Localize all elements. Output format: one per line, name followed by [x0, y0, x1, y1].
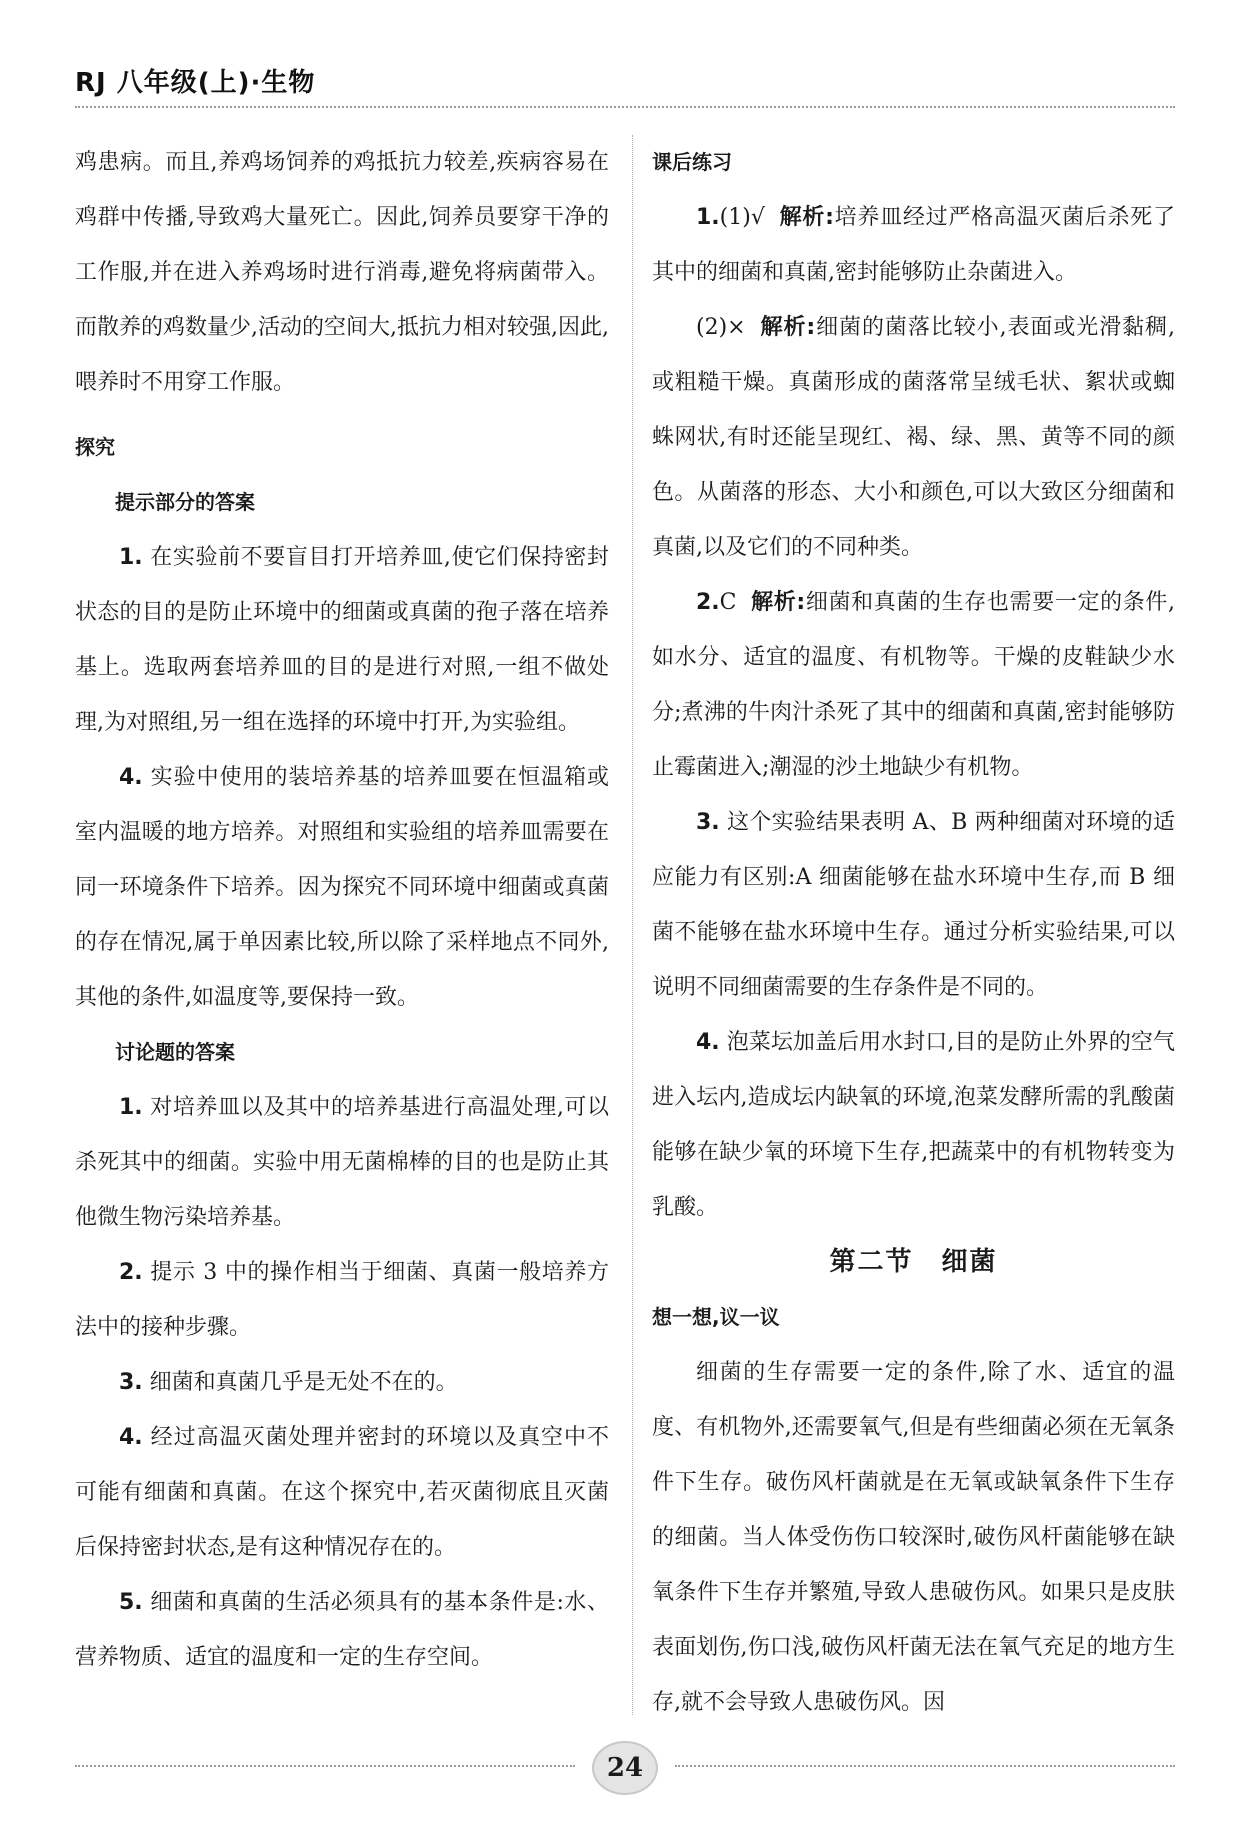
item-text: 这个实验结果表明 A、B 两种细菌对环境的适应能力有区别:A 细菌能够在盐水环境中生存,而 B 细菌不能够在盐水环境中生存。通过分析实验结果,可以说明不同细菌需要的生存条件是不同的。	[652, 810, 1175, 1000]
hint-answer-1	[75, 530, 609, 750]
exercise-answer-4	[652, 1015, 1175, 1235]
discussion-answer-1	[75, 1080, 609, 1245]
item-number: 4.	[696, 1030, 720, 1055]
discussion-answer-5	[75, 1575, 609, 1685]
item-text: 经过高温灭菌处理并密封的环境以及真空中不可能有细菌和真菌。在这个探究中,若灭菌彻底且灭菌后保持密封状态,是有这种情况存在的。	[75, 1425, 609, 1560]
item-text: 对培养皿以及其中的培养基进行高温处理,可以杀死其中的细菌。实验中用无菌棉棒的目的也是防止其他微生物污染培养基。	[75, 1095, 610, 1230]
item-text: 细菌的菌落比较小,表面或光滑黏稠,或粗糙干燥。真菌形成的菌落常呈绒毛状、絮状或蜘蛛网状,有时还能呈现红、褐、绿、黑、黄等不同的颜色。从菌落的形态、大小和颜色,可以大致区分细菌和真菌,以及它们的不同种类。	[652, 315, 1175, 560]
item-number: 4.	[119, 765, 143, 790]
analysis-label: 解析:	[750, 590, 806, 615]
analysis-label: 解析:	[778, 205, 834, 230]
exercise-answer-2	[652, 575, 1175, 795]
item-text: 在实验前不要盲目打开培养皿,使它们保持密封状态的目的是防止环境中的细菌或真菌的孢子落在培养基上。选取两套培养皿的目的是进行对照,一组不做处理,为对照组,另一组在选择的环境中打开,为实验组。	[75, 545, 610, 735]
section-think-heading: 想一想,议一议	[652, 1305, 780, 1329]
footer-divider-right	[675, 1765, 1175, 1767]
subheading-discussion: 讨论题的答案	[115, 1040, 235, 1064]
answer-mark: C	[719, 590, 737, 615]
hint-answer-4	[75, 750, 609, 1025]
item-number: 3.	[119, 1370, 143, 1395]
item-number: 5.	[119, 1590, 143, 1615]
item-text: 细菌和真菌的生存也需要一定的条件,如水分、适宜的温度、有机物等。干燥的皮鞋缺少水分;煮沸的牛肉汁杀死了其中的细菌和真菌,密封能够防止霉菌进入;潮湿的沙土地缺少有机物。	[652, 590, 1175, 780]
item-text: 培养皿经过严格高温灭菌后杀死了其中的细菌和真菌,密封能够防止杂菌进入。	[652, 205, 1175, 285]
exercise-answer-3	[652, 795, 1175, 1015]
item-number: 4.	[119, 1425, 143, 1450]
footer-divider-left	[75, 1765, 575, 1767]
header-divider	[75, 106, 1175, 108]
think-paragraph: 细菌的生存需要一定的条件,除了水、适宜的温度、有机物外,还需要氧气,但是有些细菌必须在无氧条件下生存。破伤风杆菌就是在无氧或缺氧条件下生存的细菌。当人体受伤伤口较深时,破伤风杆菌能够在缺氧条件下生存并繁殖,导致人患破伤风。如果只是皮肤表面划伤,伤口浅,破伤风杆菌无法在氧气充足的地方生存,就不会导致人患破伤风。因	[652, 1360, 1175, 1715]
intro-paragraph: 鸡患病。而且,养鸡场饲养的鸡抵抗力较差,疾病容易在鸡群中传播,导致鸡大量死亡。因此,饲养员要穿干净的工作服,并在进入养鸡场时进行消毒,避免将病菌带入。而散养的鸡数量少,活动的空间大,抵抗力相对较强,因此,喂养时不用穿工作服。	[75, 150, 609, 395]
item-text: 泡菜坛加盖后用水封口,目的是防止外界的空气进入坛内,造成坛内缺氧的环境,泡菜发酵所需的乳酸菌能够在缺少氧的环境下生存,把蔬菜中的有机物转变为乳酸。	[652, 1030, 1175, 1220]
answer-mark: (1)√	[719, 205, 765, 230]
item-number: 1.	[119, 545, 143, 570]
left-column	[75, 135, 609, 1685]
analysis-label: 解析:	[759, 315, 816, 340]
item-text: 实验中使用的装培养基的培养皿要在恒温箱或室内温暖的地方培养。对照组和实验组的培养皿需要在同一环境条件下培养。因为探究不同环境中细菌或真菌的存在情况,属于单因素比较,所以除了采样地点不同外,其他的条件,如温度等,要保持一致。	[75, 765, 609, 1010]
page-number: 24	[592, 1741, 658, 1795]
section-exercise-heading: 课后练习	[652, 150, 732, 174]
chapter-title: 第二节 细菌	[829, 1247, 998, 1277]
item-number: 1.	[696, 205, 720, 230]
answer-mark: (2)×	[696, 315, 746, 340]
page-header: RJ 八年级(上)·生物	[75, 68, 316, 98]
item-number: 2.	[696, 590, 720, 615]
right-column	[652, 135, 1175, 1730]
section-explore-heading: 探究	[75, 435, 115, 459]
subheading-hints: 提示部分的答案	[115, 490, 255, 514]
item-text: 细菌和真菌几乎是无处不在的。	[149, 1370, 458, 1395]
item-number: 3.	[696, 810, 720, 835]
discussion-answer-3	[75, 1355, 609, 1410]
item-number: 1.	[119, 1095, 143, 1120]
column-divider	[632, 135, 633, 1715]
discussion-answer-2	[75, 1245, 609, 1355]
exercise-answer-1-2	[652, 300, 1175, 575]
exercise-answer-1	[652, 190, 1175, 300]
item-text: 细菌和真菌的生活必须具有的基本条件是:水、营养物质、适宜的温度和一定的生存空间。	[75, 1590, 609, 1670]
item-number: 2.	[119, 1260, 143, 1285]
item-text: 提示 3 中的操作相当于细菌、真菌一般培养方法中的接种步骤。	[75, 1260, 609, 1340]
discussion-answer-4	[75, 1410, 609, 1575]
